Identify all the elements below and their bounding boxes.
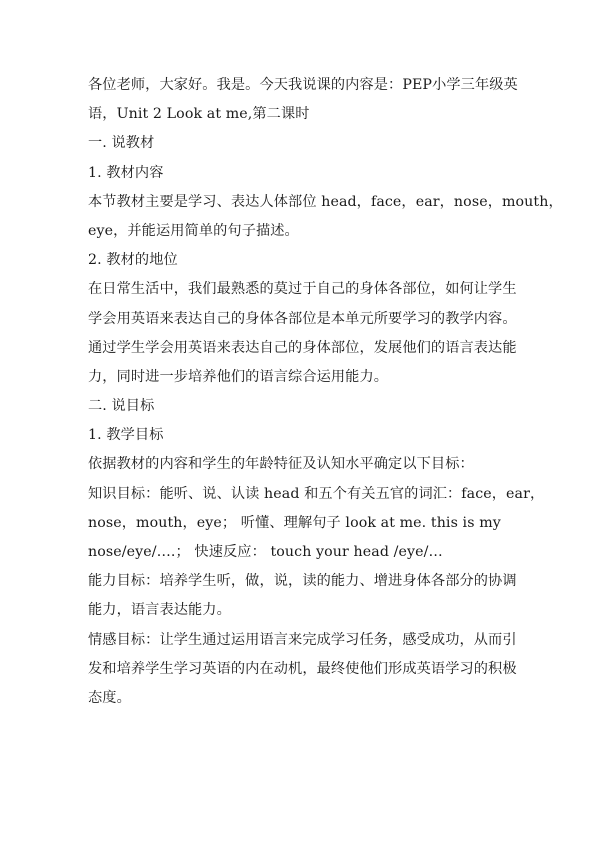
paragraph-line: 本节教材主要是学习、表达人体部位 head，face，ear，nose，mouth， — [88, 193, 563, 210]
emotion-objective-line: 情感目标：让学生通过运用语言来完成学习任务，感受成功，从而引 — [88, 631, 517, 648]
section-heading-textbook: 一. 说教材 — [88, 135, 155, 152]
paragraph-line: 学会用英语来表达自己的身体各部位是本单元所要学习的教学内容。 — [88, 310, 517, 327]
subheading-textbook-status: 2. 教材的地位 — [88, 252, 178, 269]
emotion-objective-line: 态度。 — [88, 689, 131, 706]
knowledge-objective-line: nose/eye/….； 快速反应： touch your head /eye/… — [88, 544, 443, 560]
intro-line-2: 语，Unit 2 Look at me,第二课时 — [88, 106, 310, 123]
emotion-objective-line: 发和培养学生学习英语的内在动机，最终使他们形成英语学习的积极 — [88, 660, 517, 677]
paragraph-line: 依据教材的内容和学生的年龄特征及认知水平确定以下目标： — [88, 456, 474, 473]
paragraph-line: eye，并能运用简单的句子描述。 — [88, 222, 299, 239]
subheading-teaching-objectives: 1. 教学目标 — [88, 427, 164, 444]
subheading-textbook-content: 1. 教材内容 — [88, 164, 164, 181]
paragraph-line: 力，同时进一步培养他们的语言综合运用能力。 — [88, 368, 389, 385]
intro-line-1: 各位老师，大家好。我是。今天我说课的内容是：PEP小学三年级英 — [88, 77, 518, 93]
paragraph-line: 通过学生学会用英语来表达自己的身体部位，发展他们的语言表达能 — [88, 339, 517, 356]
ability-objective-line: 能力目标：培养学生听，做，说，读的能力、增进身体各部分的协调 — [88, 573, 517, 590]
ability-objective-line: 能力，语言表达能力。 — [88, 602, 231, 619]
paragraph-line: 在日常生活中，我们最熟悉的莫过于自己的身体各部位，如何让学生 — [88, 281, 517, 298]
section-heading-objectives: 二. 说目标 — [88, 398, 155, 415]
knowledge-objective-line: nose，mouth，eye； 听懂、理解句子 look at me. this is my — [88, 514, 501, 531]
knowledge-objective-line: 知识目标：能听、说、认读 head 和五个有关五官的词汇：face，ear， — [88, 485, 545, 502]
document-body — [88, 71, 563, 713]
